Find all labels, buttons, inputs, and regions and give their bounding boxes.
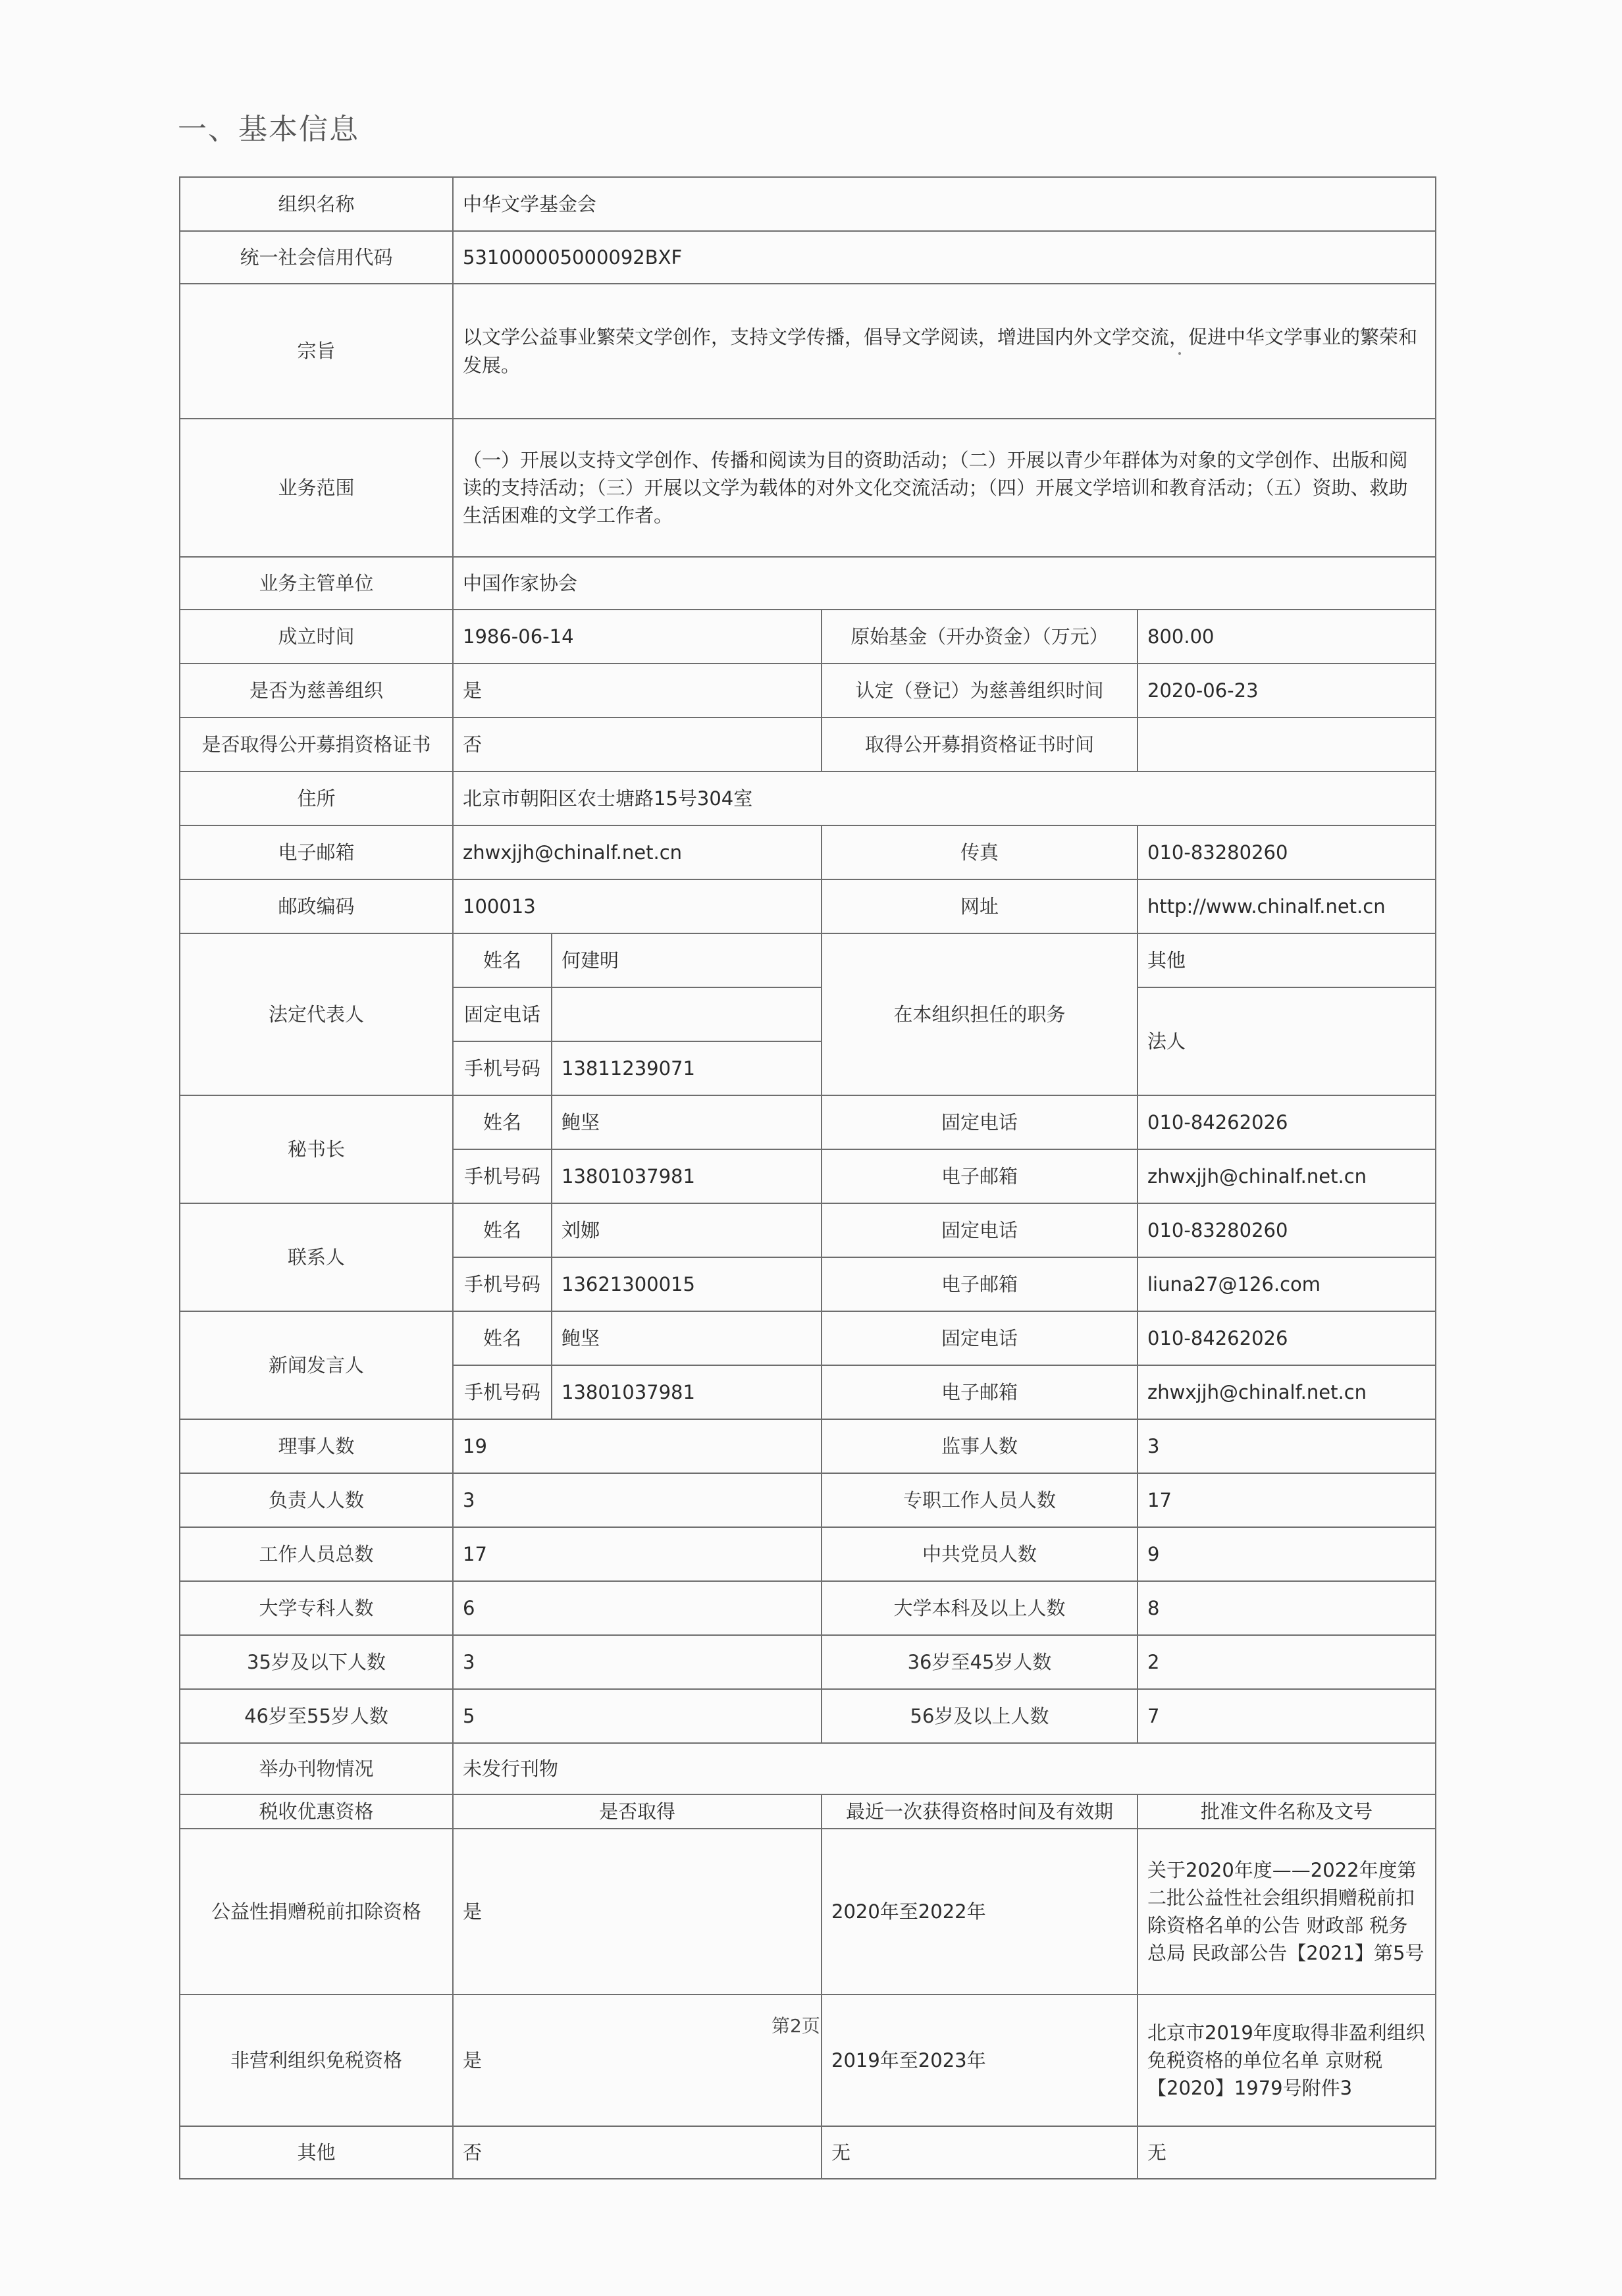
stat-value: 3 bbox=[453, 1635, 822, 1689]
supervisor-value: 中国作家协会 bbox=[453, 557, 1436, 610]
contact-email: liuna27@126.com bbox=[1138, 1257, 1436, 1311]
legal-rep-name-label: 姓名 bbox=[453, 933, 552, 987]
tax-row-obtained: 是 bbox=[453, 1995, 822, 2126]
row-stats-0 bbox=[180, 1419, 1436, 1473]
tax-row-label: 公益性捐赠税前扣除资格 bbox=[180, 1829, 453, 1995]
legal-rep-phone bbox=[552, 987, 822, 1041]
row-stats-2 bbox=[180, 1527, 1436, 1581]
row-org-name bbox=[180, 177, 1436, 231]
contact-mobile: 13621300015 bbox=[552, 1257, 822, 1311]
stat-label: 46岁至55岁人数 bbox=[180, 1689, 453, 1743]
founded-value: 1986-06-14 bbox=[453, 610, 822, 664]
contact-phone-label: 固定电话 bbox=[822, 1203, 1138, 1257]
spokesperson-phone-label: 固定电话 bbox=[822, 1311, 1138, 1365]
purpose-value: 以文学公益事业繁荣文学创作，支持文学传播，倡导文学阅读，增进国内外文学交流，促进中华文学事业的繁荣和发展。 bbox=[453, 284, 1436, 419]
secretary-mobile-label: 手机号码 bbox=[453, 1149, 552, 1203]
postcode-value: 100013 bbox=[453, 879, 822, 933]
legal-rep-position-label: 在本组织担任的职务 bbox=[822, 933, 1138, 1095]
initial-fund-value: 800.00 bbox=[1138, 610, 1436, 664]
row-charity bbox=[180, 664, 1436, 718]
tax-header: 批准文件名称及文号 bbox=[1138, 1794, 1436, 1829]
row-founded bbox=[180, 610, 1436, 664]
spokesperson-name-label: 姓名 bbox=[453, 1311, 552, 1365]
stat-value: 6 bbox=[453, 1581, 822, 1635]
row-scope bbox=[180, 419, 1436, 557]
spokesperson-email-label: 电子邮箱 bbox=[822, 1365, 1138, 1419]
row-publication bbox=[180, 1743, 1436, 1794]
founded-label: 成立时间 bbox=[180, 610, 453, 664]
purpose-label: 宗旨 bbox=[180, 284, 453, 419]
secretary-email-label: 电子邮箱 bbox=[822, 1149, 1138, 1203]
stat-label: 35岁及以下人数 bbox=[180, 1635, 453, 1689]
secretary-phone-label: 固定电话 bbox=[822, 1095, 1138, 1149]
credit-code-value: 531000005000092BXF bbox=[453, 231, 1436, 284]
row-postcode bbox=[180, 879, 1436, 933]
legal-rep-phone-label: 固定电话 bbox=[453, 987, 552, 1041]
tax-header: 最近一次获得资格时间及有效期 bbox=[822, 1794, 1138, 1829]
tax-row-doc: 关于2020年度——2022年度第二批公益性社会组织捐赠税前扣除资格名单的公告 财政部 税务总局 民政部公告【2021】第5号 bbox=[1138, 1829, 1436, 1995]
secretary-name-label: 姓名 bbox=[453, 1095, 552, 1149]
spokesperson-mobile-label: 手机号码 bbox=[453, 1365, 552, 1419]
legal-rep-other-label: 其他 bbox=[1138, 933, 1436, 987]
stat-label: 中共党员人数 bbox=[822, 1527, 1138, 1581]
charity-value: 是 bbox=[453, 664, 822, 718]
contact-mobile-label: 手机号码 bbox=[453, 1257, 552, 1311]
address-value: 北京市朝阳区农士塘路15号304室 bbox=[453, 771, 1436, 825]
tax-row-doc: 无 bbox=[1138, 2126, 1436, 2179]
stat-label: 专职工作人员人数 bbox=[822, 1473, 1138, 1527]
row-stats-5 bbox=[180, 1689, 1436, 1743]
secretary-name: 鲍坚 bbox=[552, 1095, 822, 1149]
spokesperson-label: 新闻发言人 bbox=[180, 1311, 453, 1419]
tax-row-label: 非营利组织免税资格 bbox=[180, 1995, 453, 2126]
charity-label: 是否为慈善组织 bbox=[180, 664, 453, 718]
stat-value: 9 bbox=[1138, 1527, 1436, 1581]
tax-row-doc: 北京市2019年度取得非盈利组织免税资格的单位名单 京财税【2020】1979号附件3 bbox=[1138, 1995, 1436, 2126]
row-contact-name bbox=[180, 1203, 1436, 1257]
page-number: 第2页 bbox=[772, 2015, 820, 2037]
fundraising-date-value bbox=[1138, 718, 1436, 771]
legal-rep-label: 法定代表人 bbox=[180, 933, 453, 1095]
publication-value: 未发行刊物 bbox=[453, 1743, 1436, 1794]
spokesperson-phone: 010-84262026 bbox=[1138, 1311, 1436, 1365]
charity-date-value: 2020-06-23 bbox=[1138, 664, 1436, 718]
spokesperson-email: zhwxjjh@chinalf.net.cn bbox=[1138, 1365, 1436, 1419]
spokesperson-name: 鲍坚 bbox=[552, 1311, 822, 1365]
scope-label: 业务范围 bbox=[180, 419, 453, 557]
row-supervisor bbox=[180, 557, 1436, 610]
stat-value: 3 bbox=[1138, 1419, 1436, 1473]
stat-label: 理事人数 bbox=[180, 1419, 453, 1473]
secretary-email: zhwxjjh@chinalf.net.cn bbox=[1138, 1149, 1436, 1203]
row-purpose bbox=[180, 284, 1436, 419]
row-secretary-name bbox=[180, 1095, 1436, 1149]
row-tax-0 bbox=[180, 1829, 1436, 1995]
row-fundraising bbox=[180, 718, 1436, 771]
tax-header: 税收优惠资格 bbox=[180, 1794, 453, 1829]
tax-row-label: 其他 bbox=[180, 2126, 453, 2179]
row-stats-4 bbox=[180, 1635, 1436, 1689]
scope-value: （一）开展以支持文学创作、传播和阅读为目的资助活动；（二）开展以青少年群体为对象的文学创作、出版和阅读的支持活动；（三）开展以文学为载体的对外文化交流活动；（四）开展文学培训和教育活动；（五）资助、救助生活困难的文学工作者。 bbox=[453, 419, 1436, 557]
row-tax-2 bbox=[180, 2126, 1436, 2179]
secretary-phone: 010-84262026 bbox=[1138, 1095, 1436, 1149]
stat-value: 17 bbox=[1138, 1473, 1436, 1527]
spokesperson-mobile: 13801037981 bbox=[552, 1365, 822, 1419]
stat-value: 3 bbox=[453, 1473, 822, 1527]
legal-rep-mobile: 13811239071 bbox=[552, 1041, 822, 1095]
tax-row-obtained: 是 bbox=[453, 1829, 822, 1995]
website-value: http://www.chinalf.net.cn bbox=[1138, 879, 1436, 933]
stat-label: 负责人人数 bbox=[180, 1473, 453, 1527]
legal-rep-name: 何建明 bbox=[552, 933, 822, 987]
publication-label: 举办刊物情况 bbox=[180, 1743, 453, 1794]
fundraising-date-label: 取得公开募捐资格证书时间 bbox=[822, 718, 1138, 771]
section-title: 一、基本信息 bbox=[178, 113, 359, 146]
address-label: 住所 bbox=[180, 771, 453, 825]
contact-email-label: 电子邮箱 bbox=[822, 1257, 1138, 1311]
stat-value: 17 bbox=[453, 1527, 822, 1581]
stat-value: 19 bbox=[453, 1419, 822, 1473]
row-credit-code bbox=[180, 231, 1436, 284]
fundraising-label: 是否取得公开募捐资格证书 bbox=[180, 718, 453, 771]
initial-fund-label: 原始基金（开办资金）（万元） bbox=[822, 610, 1138, 664]
secretary-label: 秘书长 bbox=[180, 1095, 453, 1203]
secretary-mobile: 13801037981 bbox=[552, 1149, 822, 1203]
row-address bbox=[180, 771, 1436, 825]
stat-value: 2 bbox=[1138, 1635, 1436, 1689]
legal-rep-position: 法人 bbox=[1138, 987, 1436, 1095]
stat-value: 8 bbox=[1138, 1581, 1436, 1635]
tax-row-period: 无 bbox=[822, 2126, 1138, 2179]
fax-label: 传真 bbox=[822, 825, 1138, 879]
website-label: 网址 bbox=[822, 879, 1138, 933]
row-spokesperson-name bbox=[180, 1311, 1436, 1365]
supervisor-label: 业务主管单位 bbox=[180, 557, 453, 610]
row-legal-rep-name bbox=[180, 933, 1436, 987]
stat-label: 56岁及以上人数 bbox=[822, 1689, 1138, 1743]
email-label: 电子邮箱 bbox=[180, 825, 453, 879]
stat-label: 大学本科及以上人数 bbox=[822, 1581, 1138, 1635]
fundraising-value: 否 bbox=[453, 718, 822, 771]
postcode-label: 邮政编码 bbox=[180, 879, 453, 933]
stat-label: 监事人数 bbox=[822, 1419, 1138, 1473]
fax-value: 010-83280260 bbox=[1138, 825, 1436, 879]
stat-value: 5 bbox=[453, 1689, 822, 1743]
contact-phone: 010-83280260 bbox=[1138, 1203, 1436, 1257]
contact-name-label: 姓名 bbox=[453, 1203, 552, 1257]
row-stats-1 bbox=[180, 1473, 1436, 1527]
stat-label: 大学专科人数 bbox=[180, 1581, 453, 1635]
org-name-value: 中华文学基金会 bbox=[453, 177, 1436, 231]
org-name-label: 组织名称 bbox=[180, 177, 453, 231]
stat-label: 工作人员总数 bbox=[180, 1527, 453, 1581]
row-stats-3 bbox=[180, 1581, 1436, 1635]
credit-code-label: 统一社会信用代码 bbox=[180, 231, 453, 284]
contact-name: 刘娜 bbox=[552, 1203, 822, 1257]
stat-label: 36岁至45岁人数 bbox=[822, 1635, 1138, 1689]
row-email bbox=[180, 825, 1436, 879]
tax-row-period: 2020年至2022年 bbox=[822, 1829, 1138, 1995]
tax-header: 是否取得 bbox=[453, 1794, 822, 1829]
tax-row-obtained: 否 bbox=[453, 2126, 822, 2179]
charity-date-label: 认定（登记）为慈善组织时间 bbox=[822, 664, 1138, 718]
stat-value: 7 bbox=[1138, 1689, 1436, 1743]
row-tax-header bbox=[180, 1794, 1436, 1829]
basic-info-table bbox=[179, 176, 1436, 2179]
email-value: zhwxjjh@chinalf.net.cn bbox=[453, 825, 822, 879]
legal-rep-mobile-label: 手机号码 bbox=[453, 1041, 552, 1095]
contact-label: 联系人 bbox=[180, 1203, 453, 1311]
tax-row-period: 2019年至2023年 bbox=[822, 1995, 1138, 2126]
